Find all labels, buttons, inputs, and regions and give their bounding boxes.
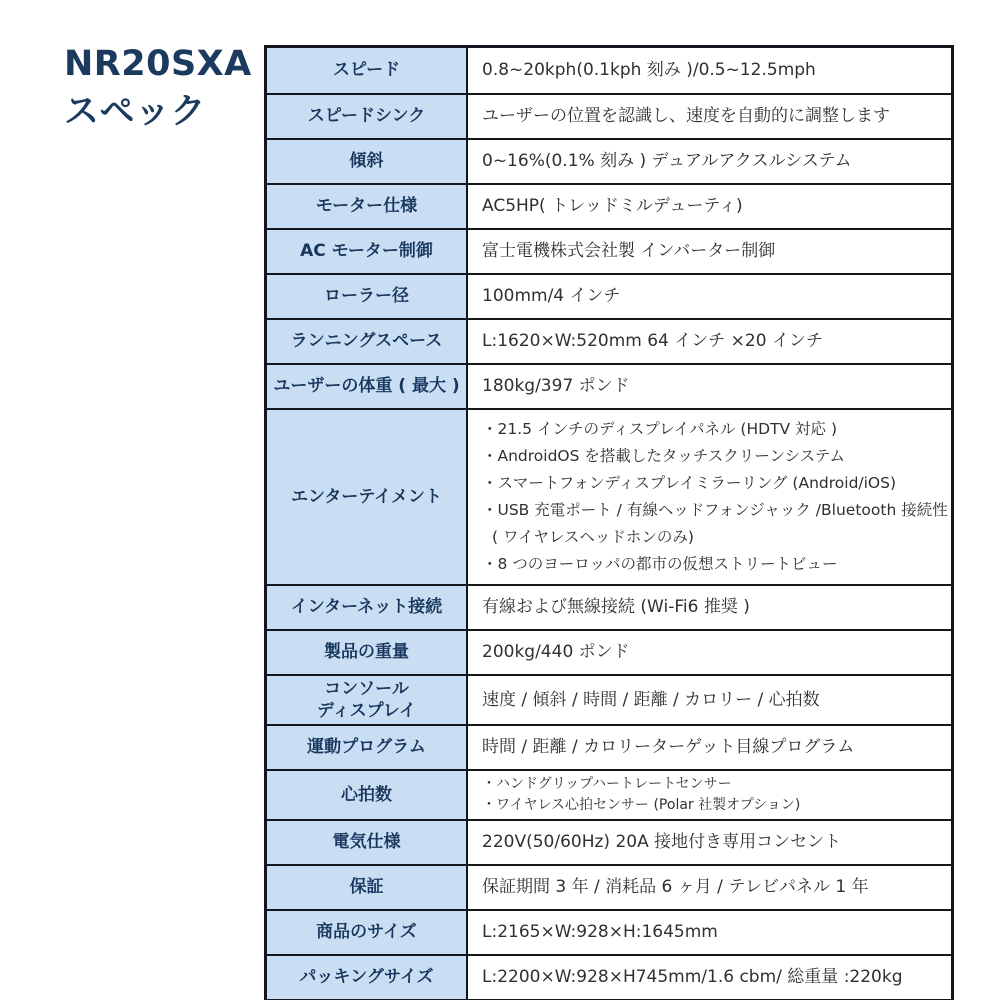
model-name: NR20SXA xyxy=(64,44,252,84)
table-row xyxy=(267,318,951,363)
row-value: 220V(50/60Hz) 20A 接地付き専用コンセント xyxy=(482,832,842,853)
row-label: ユーザーの体重 ( 最大 ) xyxy=(267,365,468,408)
row-value-line: ・8 つのヨーロッパの都市の仮想ストリートビュー xyxy=(482,555,838,573)
table-row xyxy=(267,273,951,318)
table-row xyxy=(267,48,951,93)
spec-table xyxy=(264,45,954,1000)
row-label: 製品の重量 xyxy=(267,631,468,674)
table-row xyxy=(267,228,951,273)
row-label: スピード xyxy=(267,48,468,93)
row-label: パッキングサイズ xyxy=(267,956,468,999)
row-value: L:1620×W:520mm 64 インチ ×20 インチ xyxy=(482,331,823,352)
row-value: 時間 / 距離 / カロリーターゲット目線プログラム xyxy=(482,737,855,758)
table-row xyxy=(267,138,951,183)
row-label: ランニングスペース xyxy=(267,320,468,363)
row-label: スピードシンク xyxy=(267,95,468,138)
row-label: ローラー径 xyxy=(267,275,468,318)
row-label: 傾斜 xyxy=(267,140,468,183)
row-label: 保証 xyxy=(267,866,468,909)
table-row xyxy=(267,864,951,909)
row-value-line: ・21.5 インチのディスプレイパネル (HDTV 対応 ) xyxy=(482,420,838,438)
row-label: 運動プログラム xyxy=(267,726,468,769)
row-label: モーター仕様 xyxy=(267,185,468,228)
row-value xyxy=(468,410,951,584)
table-row xyxy=(267,674,951,724)
row-value: 保証期間 3 年 / 消耗品 6 ヶ月 / テレビパネル 1 年 xyxy=(482,877,869,898)
table-row xyxy=(267,769,951,819)
row-label: 電気仕様 xyxy=(267,821,468,864)
row-label: エンターテイメント xyxy=(267,410,468,584)
table-row xyxy=(267,363,951,408)
table-row xyxy=(267,819,951,864)
row-value-line: ・AndroidOS を搭載したタッチスクリーンシステム xyxy=(482,447,846,465)
row-value: 有線および無線接続 (Wi-Fi6 推奨 ) xyxy=(482,597,750,618)
row-label: インターネット接続 xyxy=(267,586,468,629)
page-title xyxy=(64,40,252,136)
row-value-line: ・ワイヤレス心拍センサー (Polar 社製オプション) xyxy=(482,797,801,813)
row-value-line: ( ワイヤレスヘッドホンのみ) xyxy=(492,528,694,546)
table-row xyxy=(267,629,951,674)
row-value: 富士電機株式会社製 インバーター制御 xyxy=(482,241,776,262)
row-value: 速度 / 傾斜 / 時間 / 距離 / カロリー / 心拍数 xyxy=(482,689,820,710)
row-label-line: ディスプレイ xyxy=(316,701,417,721)
row-value: L:2165×W:928×H:1645mm xyxy=(482,922,718,943)
row-value xyxy=(468,771,951,819)
row-label-line: コンソール xyxy=(324,678,409,699)
row-label: 心拍数 xyxy=(267,771,468,819)
row-value: 0.8~20kph(0.1kph 刻み )/0.5~12.5mph xyxy=(482,60,816,81)
table-row xyxy=(267,724,951,769)
row-value: 180kg/397 ポンド xyxy=(482,376,630,397)
row-value-line: ・ハンドグリップハートレートセンサー xyxy=(482,776,732,792)
title-subtitle: スペック xyxy=(64,92,207,132)
row-value: L:2200×W:928×H745mm/1.6 cbm/ 総重量 :220kg xyxy=(482,967,903,988)
row-value: AC5HP( トレッドミルデューティ) xyxy=(482,196,743,217)
row-label: 商品のサイズ xyxy=(267,911,468,954)
table-row xyxy=(267,408,951,584)
row-value: 200kg/440 ポンド xyxy=(482,642,630,663)
row-value-line: ・USB 充電ポート / 有線ヘッドフォンジャック /Bluetooth 接続性 xyxy=(482,501,948,519)
table-row xyxy=(267,584,951,629)
table-row xyxy=(267,909,951,954)
row-value: 0~16%(0.1% 刻み ) デュアルアクスルシステム xyxy=(482,151,852,172)
table-row xyxy=(267,954,951,999)
table-row xyxy=(267,93,951,138)
row-value-line: ・スマートフォンディスプレイミラーリング (Android/iOS) xyxy=(482,474,897,492)
row-value: ユーザーの位置を認識し、速度を自動的に調整します xyxy=(482,106,890,127)
table-row xyxy=(267,183,951,228)
row-label xyxy=(267,676,468,724)
row-label: AC モーター制御 xyxy=(267,230,468,273)
row-value: 100mm/4 インチ xyxy=(482,286,621,307)
